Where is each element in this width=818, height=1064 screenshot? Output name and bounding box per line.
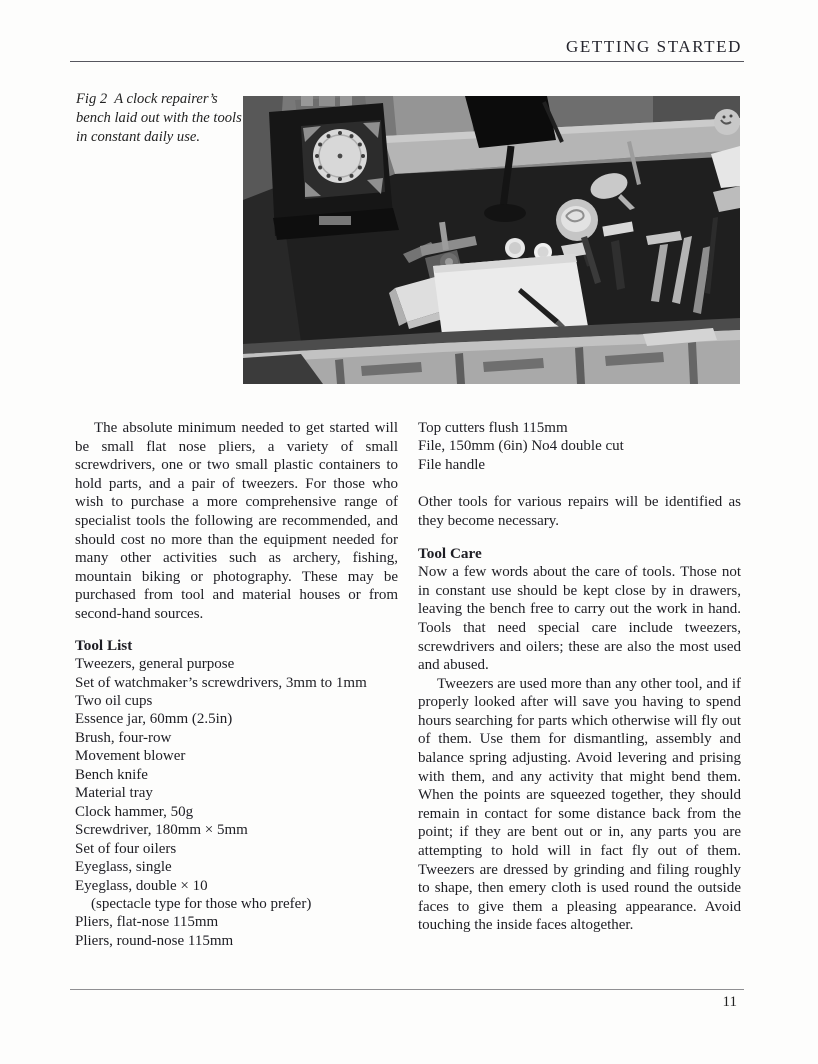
tool-list-item: Movement blower (75, 748, 186, 765)
running-header: GETTING STARTED (565, 37, 742, 56)
tool-care-paragraph-1: Now a few words about the care of tools. Those not in constant use should be kept close by in drawers, leaving the bench free to carry out the work in hand. Tools that need special care include tweezers, screwdrivers and oilers; these are also the most used and abused. (418, 564, 741, 674)
figure-caption-text: A clock repairer’s bench laid out with the tools in constant daily use. (76, 91, 242, 145)
tool-list-item: Eyeglass, double × 10 (75, 877, 208, 894)
bench-photo-image (243, 96, 740, 384)
footer-rule (70, 989, 744, 990)
tool-list-item: Clock hammer, 50g (75, 803, 194, 820)
tool-care-paragraph-2: Tweezers are used more than any other tool, and if properly looked after will save you having to spend hours searching for parts which otherwise will fly out of them. Use them for dismantling, assembly and balance spring adjusting. Avoid levering and prising with them, and any activity that might bend them. When the points are squeezed together, they should remain in contact for some distance back from the point; if they are bent out or in, any parts you are attempting to hold will in fact fly out of them. Tweezers are dressed by grinding and filing roughly to shape, then emery cloth is used round the outside faces to give them a pleasing appearance. Avoid touching the inside faces altogether. (418, 675, 741, 934)
tool-list-continued (418, 419, 741, 474)
clock-silhouette (269, 96, 399, 240)
tool-list-item: Pliers, flat-nose 115mm (75, 914, 219, 931)
tool-list-item: File handle (418, 456, 486, 473)
tool-list-item-note: (spectacle type for those who prefer) (91, 896, 312, 913)
bench-photo (243, 96, 740, 384)
tool-list-item: Tweezers, general purpose (75, 656, 235, 673)
tool-list-item: Screwdriver, 180mm × 5mm (75, 822, 248, 839)
tool-list-item: Set of watchmaker’s screwdrivers, 3mm to 1mm (75, 674, 367, 691)
tool-list-item: Brush, four-row (75, 729, 172, 746)
tool-care-heading: Tool Care (418, 544, 482, 562)
tool-list (75, 655, 398, 950)
intro-paragraph: The absolute minimum needed to get started will be small flat nose pliers, a variety of small screwdrivers, one or two small plastic containers to hold parts, and a pair of tweezers. For those who wish to purchase a more comprehensive range of specialist tools the following are recommended, and should cost no more than the equipment needed for many other activities such as archery, fishing, mountain biking or photography. These may be purchased from tool and material houses or from second-hand sources. (75, 420, 398, 622)
tool-list-heading: Tool List (75, 636, 133, 654)
figure-label: Fig 2 (76, 91, 108, 107)
tool-list-item: Top cutters flush 115mm (418, 420, 568, 436)
tool-list-item: Eyeglass, single (75, 859, 172, 876)
other-tools-paragraph: Other tools for various repairs will be identified as they become necessary. (418, 494, 741, 529)
tool-list-item: File, 150mm (6in) No4 double cut (418, 438, 624, 455)
tool-list-item: Bench knife (75, 766, 148, 783)
figure-caption (76, 90, 248, 147)
right-column (418, 419, 741, 935)
left-column (75, 419, 398, 950)
tool-list-item: Two oil cups (75, 693, 153, 710)
tool-list-item: Pliers, round-nose 115mm (75, 932, 234, 949)
tool-list-item: Set of four oilers (75, 840, 177, 857)
header-rule (70, 61, 744, 62)
tool-list-item: Essence jar, 60mm (2.5in) (75, 711, 233, 728)
tool-list-item: Material tray (75, 785, 153, 802)
page-number: 11 (722, 994, 737, 1010)
